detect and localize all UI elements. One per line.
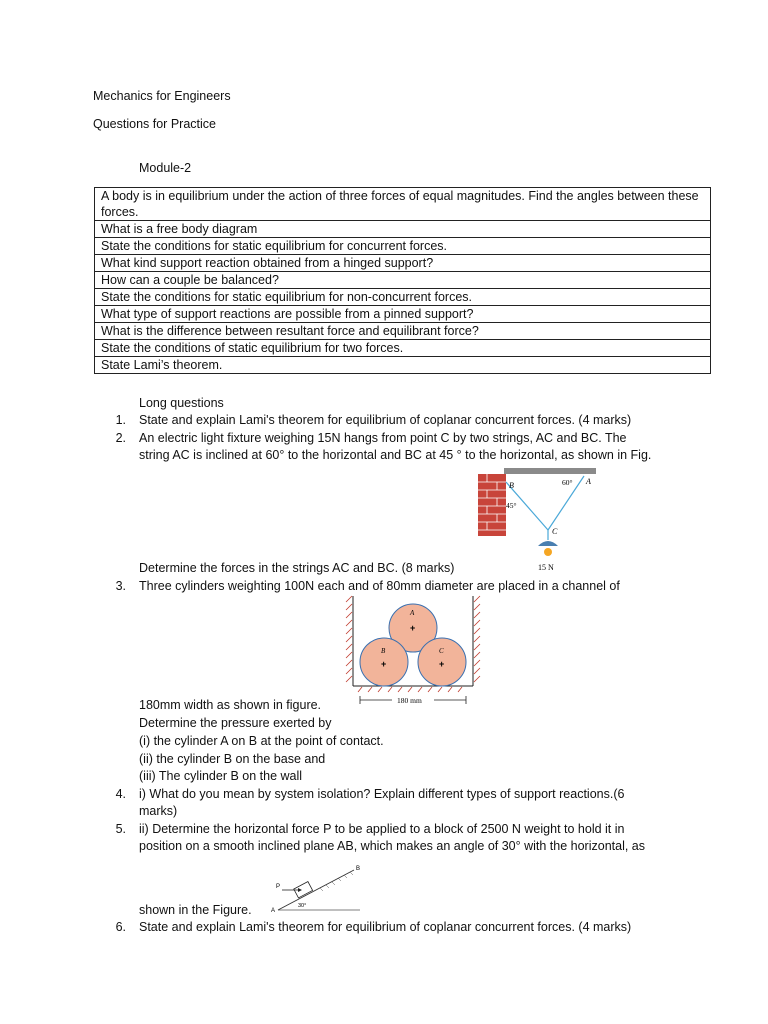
question-number: 3. [115,579,126,593]
question-cell: A body is in equilibrium under the action of three forces of equal magnitudes. Find the angles between these forces. [95,188,711,221]
table-row [95,323,711,340]
brick-wall [478,474,506,536]
long-question-1: State and explain Lami's theorem for equilibrium of coplanar concurrent forces. (4 marks) [139,413,632,427]
load-label: 15 N [538,563,554,572]
center-mark-b: + [381,659,387,669]
inclined-plane-figure [268,864,364,914]
table-row [95,221,711,238]
table-row [95,340,711,357]
angle-60-label: 60° [562,478,573,487]
angle-45-label: 45° [506,501,517,510]
question-cell: What type of support reactions are possible from a pinned support? [95,306,711,323]
question-cell: What is the difference between resultant force and equilibrant force? [95,323,711,340]
course-title: Mechanics for Engineers [93,89,231,103]
center-mark-a: + [410,623,416,633]
cylinders-figure [346,596,486,708]
long-question-3-line5: (ii) the cylinder B on the base and [139,752,326,766]
question-cell: State the conditions for static equilibrium for concurrent forces. [95,238,711,255]
question-number: 4. [115,787,126,801]
question-cell: What is a free body diagram [95,221,711,238]
short-questions-table [94,187,711,374]
label-b: B [356,866,361,872]
label-cyl-b: B [381,647,386,655]
table-row [95,255,711,272]
long-question-4-line1: i) What do you mean by system isolation? Explain different types of support reactions.(6 [139,787,625,801]
label-b: B [509,481,514,490]
table-row [95,289,711,306]
question-number: 1. [115,413,126,427]
question-cell: How can a couple be balanced? [95,272,711,289]
long-question-3-line4: (i) the cylinder A on B at the point of contact. [139,734,384,748]
long-question-5-line1: ii) Determine the horizontal force P to be applied to a block of 2500 N weight to hold it in [139,822,625,836]
long-question-2-line2: string AC is inclined at 60° to the horizontal and BC at 45 ° to the horizontal, as shown in Fig. [139,448,652,462]
label-cyl-a: A [410,609,415,617]
long-question-4-line2: marks) [139,804,178,818]
subtitle: Questions for Practice [93,117,216,131]
ceiling [504,468,596,474]
question-cell: State the conditions of static equilibrium for two forces. [95,340,711,357]
label-cyl-c: C [439,647,444,655]
incline-hatch [320,872,353,891]
label-c: C [552,527,558,536]
long-question-3-line6: (iii) The cylinder B on the wall [139,769,303,783]
label-a: A [271,908,276,914]
question-cell: State Lami’s theorem. [95,357,711,374]
table-row [95,272,711,289]
table-row [95,357,711,374]
angle-label: 30° [298,903,307,909]
question-number: 5. [115,822,126,836]
long-question-3-line1: Three cylinders weighting 100N each and of 80mm diameter are placed in a channel of [139,579,620,593]
right-wall-hatch [474,596,480,682]
lamp-bulb [544,548,552,556]
table-row [95,238,711,255]
question-number: 6. [115,920,126,934]
width-label: 180 mm [397,696,422,705]
long-question-6: State and explain Lami's theorem for equilibrium of coplanar concurrent forces. (4 marks) [139,920,632,934]
module-label: Module-2 [139,161,192,175]
center-mark-c: + [439,659,445,669]
question-number: 2. [115,431,126,445]
lamp-shade [538,541,558,546]
long-question-5-line2: position on a smooth inclined plane AB, which makes an angle of 30° with the horizontal, as [139,839,645,853]
light-fixture-figure [478,468,598,578]
base-hatch [358,687,462,692]
label-p: P [276,884,281,890]
table-row [95,306,711,323]
long-question-3-line2: 180mm width as shown in figure. [139,698,322,712]
table-row [95,188,711,221]
long-question-5-line3: shown in the Figure. [139,903,252,917]
question-cell: What kind support reaction obtained from a hinged support? [95,255,711,272]
long-questions-heading: Long questions [139,396,224,410]
question-cell: State the conditions for static equilibrium for non-concurrent forces. [95,289,711,306]
long-question-2-line3: Determine the forces in the strings AC and BC. (8 marks) [139,561,455,575]
long-question-3-line3: Determine the pressure exerted by [139,716,332,730]
left-wall-hatch [346,596,352,682]
label-a: A [586,477,591,486]
long-question-2-line1: An electric light fixture weighing 15N hangs from point C by two strings, AC and BC. The [139,431,627,445]
